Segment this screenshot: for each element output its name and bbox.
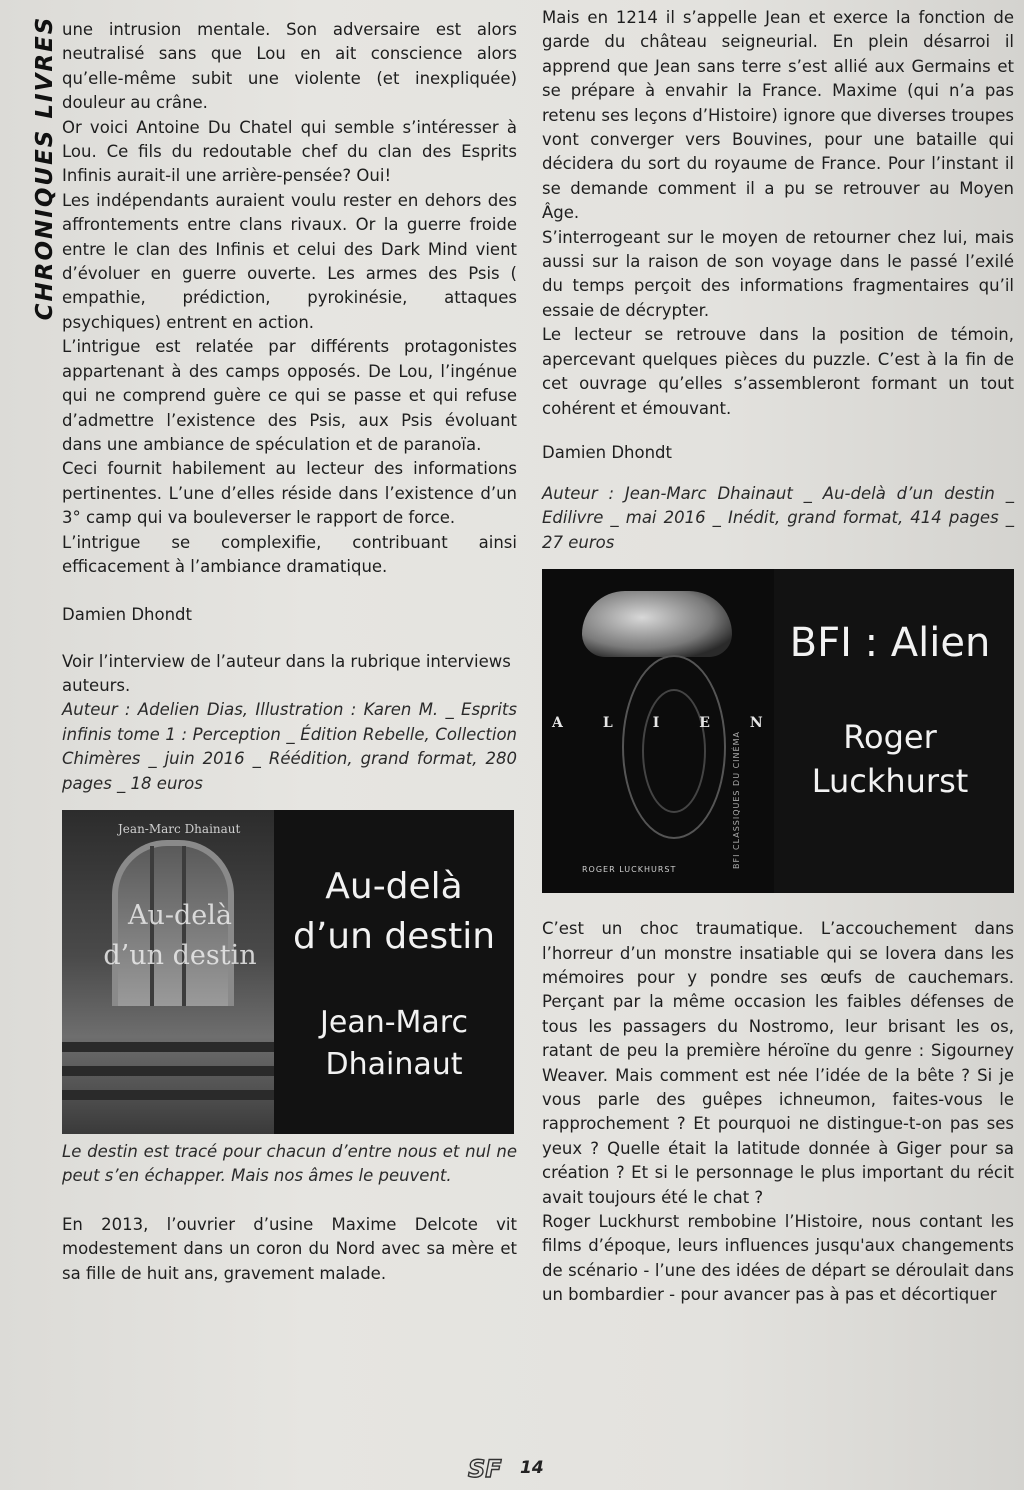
left-paragraph-4: L’intrigue est relatée par différents protagonistes appartenant à des camps opposés. De Lou, l’ingénue qui ne comprend guère ce qui se passe et qui refuse d’admettre l’existence des Psis, aux Psis évoluant dans une ambiance de spéculation et de paranoïa. [62, 337, 517, 454]
cover-caption: Le destin est tracé pour chacun d’entre nous et nul ne peut s’en échapper. Mais nos âmes le peuvent. [62, 1141, 517, 1186]
pew [62, 1042, 274, 1052]
pew [62, 1066, 274, 1076]
cover-title [274, 862, 514, 962]
right-paragraph-3: Le lecteur se retrouve dans la position de témoin, apercevant quelques pièces du puzzle. C’est à la fin de cet ouvrage qu’elles s’assembleront formant un tout cohérent et émouvant. [542, 325, 1014, 418]
cover-author [766, 715, 1014, 803]
left-paragraph-6: L’intrigue se complexifie, contribuant ainsi efficacement à l’ambiance dramatique. [62, 532, 517, 576]
right-paragraph-after-1: C’est un choc traumatique. L’accouchement dans l’horreur d’un monstre insatiable qui se lovera dans les mémoires pour y pondre ses œufs de cauchemars. Perçant par la même occasion les faibles défenses de tous les passagers du Nostromo, leur brisant les os, ratant de peu la première héroïne du genre : Sigourney Weaver. Mais comment est née l’idée de la bête ? Si je vous parle des guêpes ichneumon, faites-vous le rapprochement ? Et pourquoi ne distingue-t-on pas ses yeux ? Quelle était la latitude donnée à Giger pour sa création ? Et si le personnage le plus important du récit avait toujours été le chat ? [542, 919, 1014, 1207]
left-paragraph-5: Ceci fournit habilement au lecteur des informations pertinentes. L’une d’elles réside dans l’existence d’un 3° camp qui va bouleverser le rapport de force. [62, 459, 517, 528]
left-last-paragraph: En 2013, l’ouvrier d’usine Maxime Delcote vit modestement dans un coron du Nord avec sa mère et sa fille de huit ans, gravement malade. [62, 1214, 517, 1283]
page-footer [462, 1452, 582, 1486]
right-column [542, 6, 1014, 1308]
cover-author-line-2: Luckhurst [811, 762, 969, 801]
right-paragraph-after-2: Roger Luckhurst rembobine l’Histoire, nous contant les films d’époque, leurs influences jusqu'aux changements de scénario - l’une des idées de départ se déroulait dans un bombardier - pour avancer pas à pas et décortiquer [542, 1212, 1014, 1305]
cover-overlay-title-line-1: Au-delà [127, 899, 232, 931]
left-paragraph-2: Or voici Antoine Du Chatel qui semble s’intéresser à Lou. Ce fils du redoutable chef du clan des Esprits Infinis aurait-il une arrière-pensée? Oui! [62, 117, 517, 186]
section-label: CHRONIQUES LIVRES [32, 15, 58, 321]
logo-text: SF [468, 1455, 502, 1482]
right-signature: Damien Dhondt [542, 442, 672, 462]
page-number: 14 [520, 1458, 544, 1478]
left-column [62, 18, 517, 1286]
cover-author-line-2: Dhainaut [325, 1046, 463, 1082]
left-paragraph-3: Les indépendants auraient voulu rester en dehors des affrontements entre clans rivaux. Or la guerre froide entre le clan des Infinis et celui des Dark Mind vient d’évoluer en guerre ouverte. Les armes des Psis ( empathie, prédiction, pyrokinésie, attaques psychiques) entrent en action. [62, 190, 517, 332]
cover-author-line-1: Jean-Marc [320, 1004, 468, 1040]
left-credits: Auteur : Adelien Dias, Illustration : Karen M. _ Esprits infinis tome 1 : Perception _ Édition Rebelle, Collection Chimères _ juin 2016 _ Réédition, grand format, 280 pages _ 18 euros [62, 700, 517, 793]
left-paragraph-1: une intrusion mentale. Son adversaire est alors neutralisé sans que Lou en ait conscience alors qu’elle-même subit une violente (et inexpliquée) douleur au crâne. [62, 20, 517, 113]
cover-author [274, 1002, 514, 1086]
interview-note: Voir l’interview de l’auteur dans la rubrique interviews auteurs. [62, 652, 511, 696]
cover-author-line-1: Roger [843, 718, 937, 757]
right-body-text-after [542, 917, 1014, 1308]
cover-title-panel [274, 810, 514, 1134]
right-body-text [542, 6, 1014, 421]
cover-alien-art [542, 569, 803, 893]
cover-title: BFI : Alien [789, 620, 991, 667]
right-paragraph-2: S’interrogeant sur le moyen de retourner chez lui, mais aussi sur la raison de son voyage dans le passé l’exilé du temps perçoit des informations fragmentaires qu’il essaie de décrypter. [542, 227, 1014, 320]
cover-overlay-title [80, 896, 280, 976]
cover-title-line-1: Au-delà [325, 865, 463, 907]
book-cover-bfi-alien [542, 569, 1014, 893]
alien-swirl-graphic [642, 689, 706, 813]
cover-small-author: Jean-Marc Dhainaut [118, 821, 241, 836]
cover-title-panel [766, 569, 1014, 893]
cover-title-line-2: d’un destin [292, 915, 496, 957]
left-body-text [62, 18, 517, 579]
right-credits: Auteur : Jean-Marc Dhainaut _ Au-delà d’un destin _ Edilivre _ mai 2016 _ Inédit, grand format, 414 pages _ 27 euros [542, 483, 1014, 552]
pew [62, 1090, 274, 1100]
cover-art-letters: ALIEN [552, 715, 803, 732]
magazine-logo-icon [466, 1454, 506, 1482]
cover-spine-text: BFI CLASSIQUES DU CINÉMA [732, 731, 741, 870]
left-signature: Damien Dhondt [62, 605, 192, 625]
cover-art-author: ROGER LUCKHURST [582, 865, 677, 875]
cover-overlay-title-line-2: d’un destin [103, 939, 257, 971]
right-paragraph-1: Mais en 1214 il s’appelle Jean et exerce la fonction de garde du château seigneurial. En plein désarroi il apprend que Jean sans terre s’est allié aux Germains et se prépare à envahir la France. Maxime (qui n’a pas retenu ses leçons d’Histoire) ignore que diverses troupes vont converger vers Bouvines, pour une bataille qui décidera du sort du royaume de France. Pour l’instant il se demande comment il a pu se retrouver au Moyen Âge. [542, 8, 1014, 223]
cover-church-photo [62, 810, 274, 1134]
book-cover-au-dela-d-un-destin [62, 810, 514, 1134]
alien-head-image [582, 591, 732, 657]
